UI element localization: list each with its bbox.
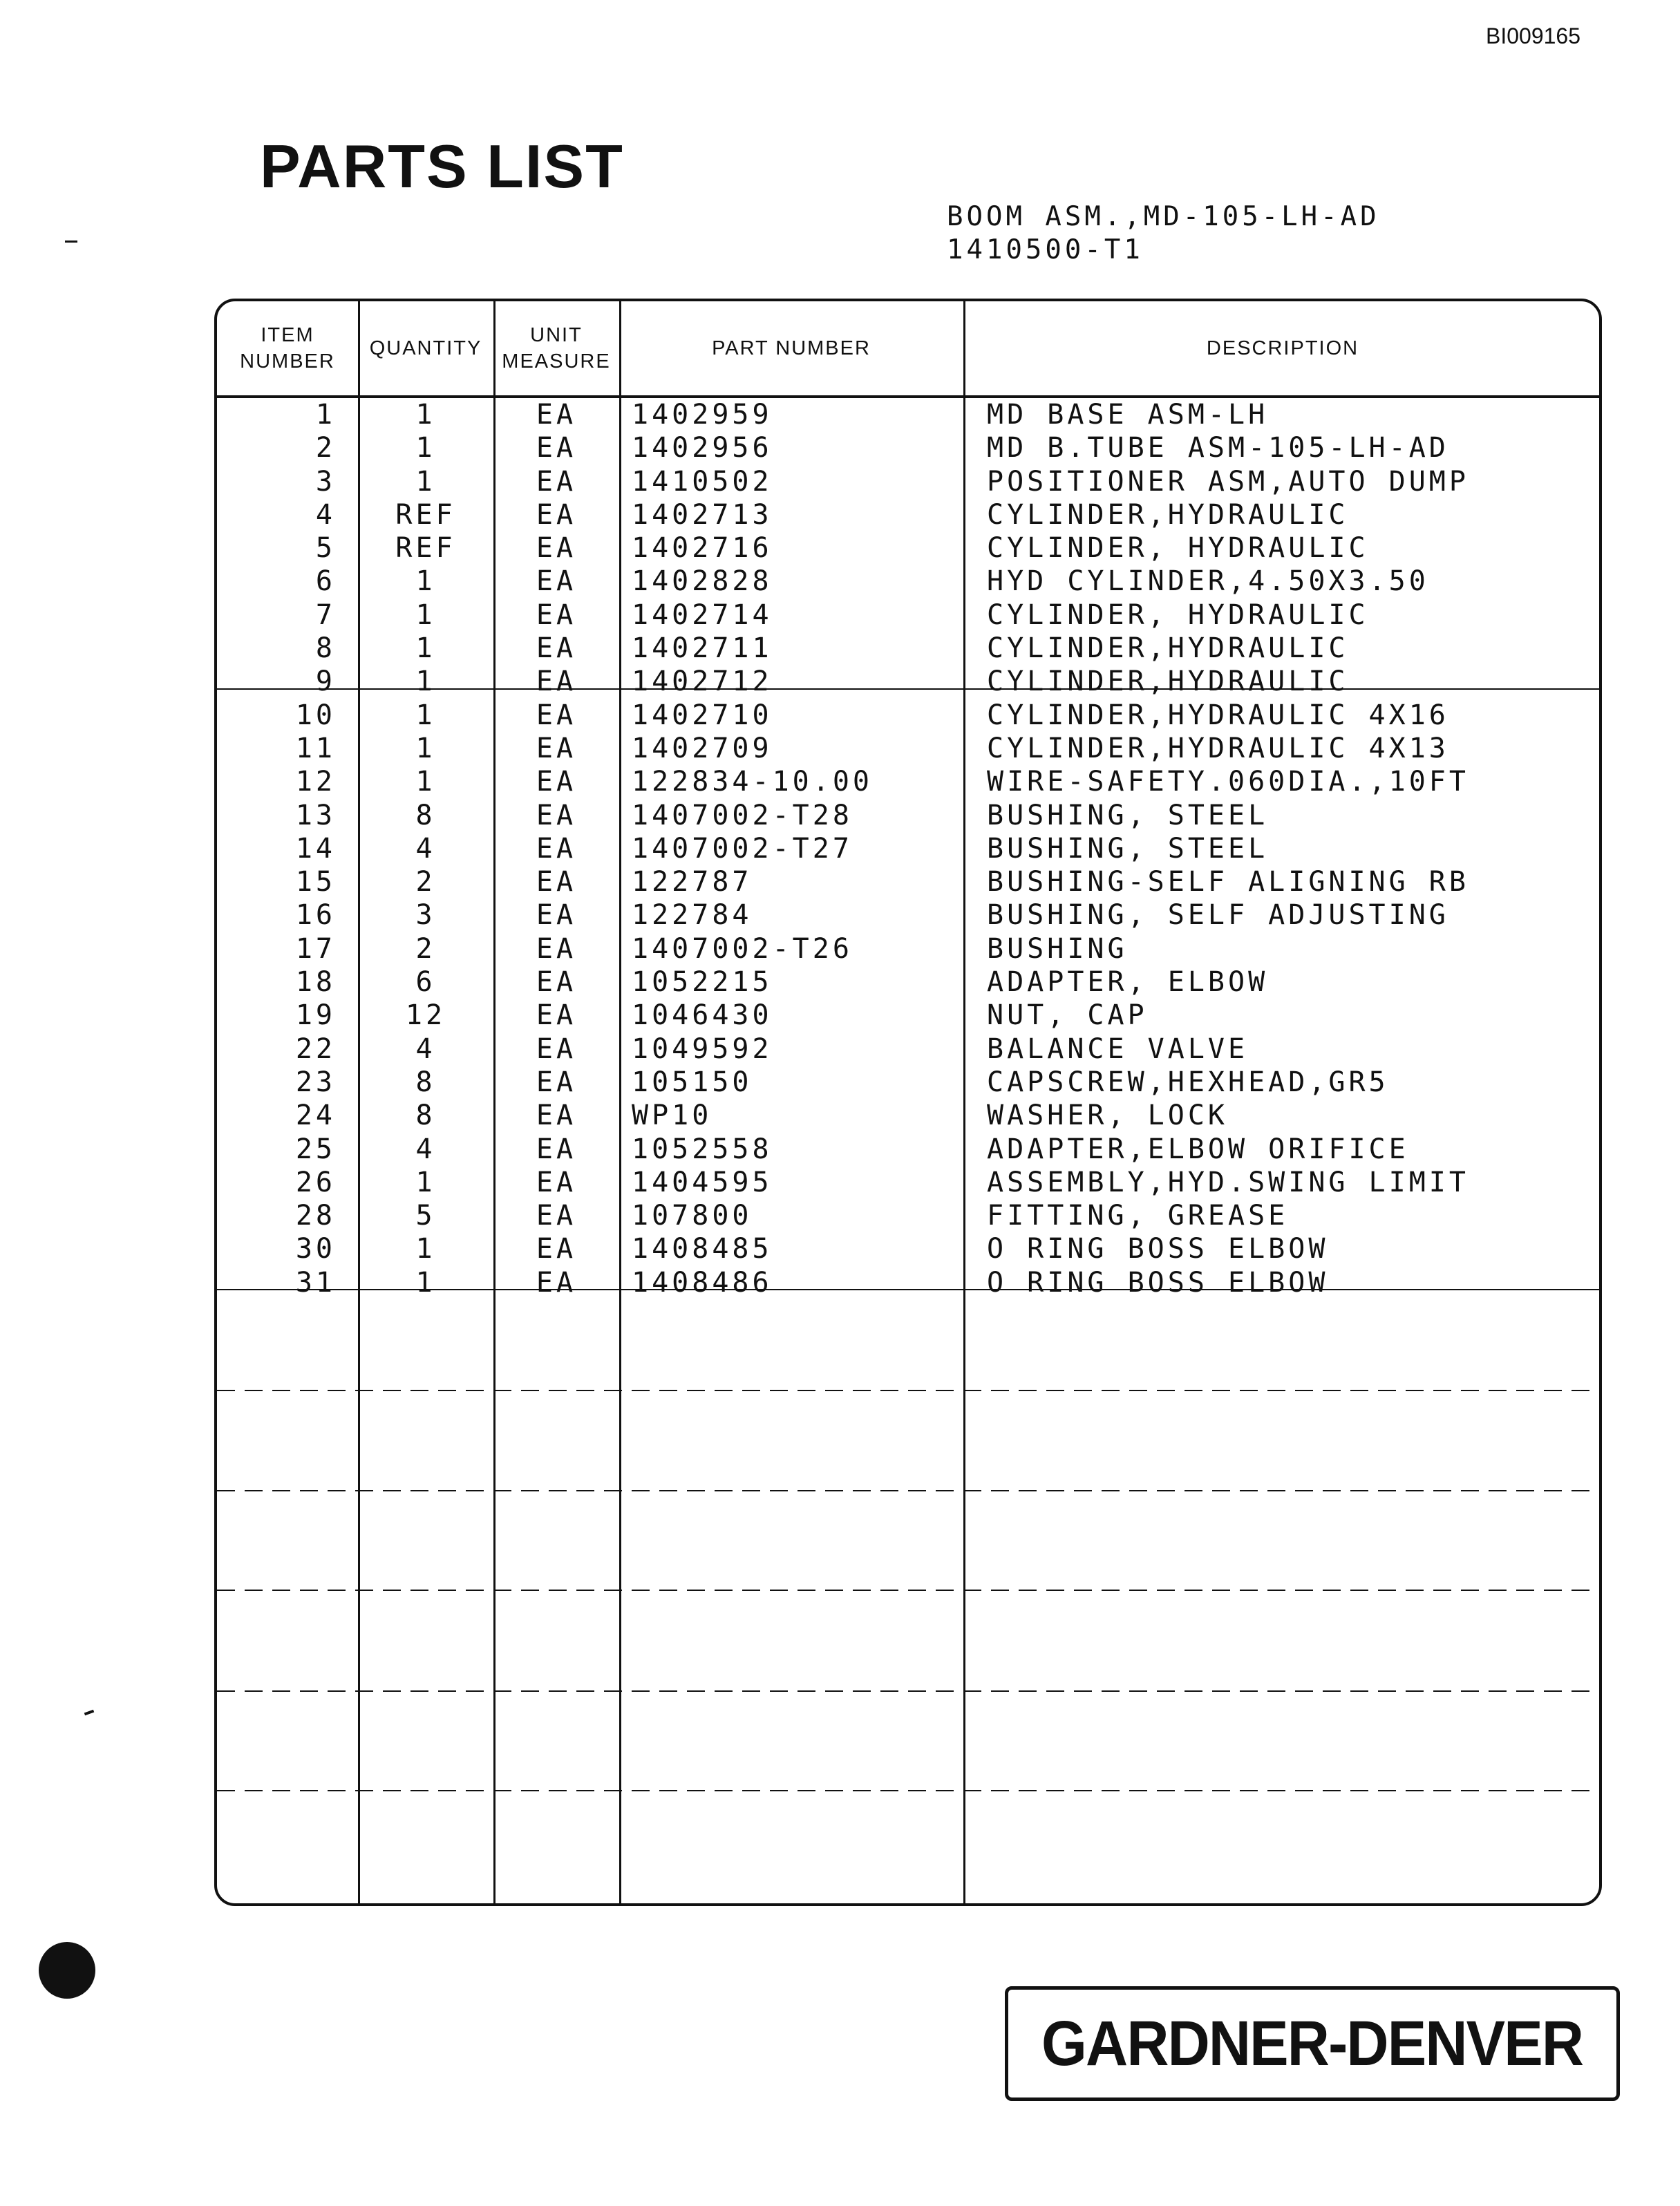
description-cell: CAPSCREW,HEXHEAD,GR5 [987,1066,1389,1098]
part-number-cell: 1052215 [632,966,773,999]
description-cell: ASSEMBLY,HYD.SWING LIMIT [987,1166,1469,1198]
description-cell: CYLINDER,HYDRAULIC [987,666,1349,698]
table-row [217,732,1602,765]
row-rule [217,1490,1602,1491]
unit-measure-cell: EA [536,666,577,698]
part-number-cell: 1407002-T27 [632,832,853,865]
header-part-number: PART NUMBER [712,337,871,359]
header-quantity: QUANTITY [369,337,482,359]
unit-measure-cell: EA [536,399,577,431]
description-cell: CYLINDER, HYDRAULIC [987,598,1369,631]
quantity-cell: 1 [415,699,436,731]
gardner-denver-logo [1005,1986,1620,2101]
description-cell: CYLINDER,HYDRAULIC [987,498,1349,531]
quantity-cell: 8 [415,1066,436,1098]
description-cell: CYLINDER,HYDRAULIC 4X13 [987,732,1449,764]
description-cell: BALANCE VALVE [987,1033,1249,1065]
description-cell: CYLINDER, HYDRAULIC [987,532,1369,565]
description-cell: NUT, CAP [987,999,1148,1032]
quantity-cell: 1 [415,565,436,598]
quantity-cell: 1 [415,1233,436,1265]
quantity-cell: 4 [415,1033,436,1065]
description-cell: ADAPTER, ELBOW [987,966,1269,999]
part-number-cell: 1402716 [632,532,773,565]
quantity-cell: 1 [415,1166,436,1198]
header-description: DESCRIPTION [1206,337,1359,359]
assembly-number: 1410500-T1 [947,234,1144,265]
item-number-cell: 8 [315,632,336,665]
unit-measure-cell: EA [536,1200,577,1232]
item-number-cell: 26 [295,1166,336,1198]
description-cell: WASHER, LOCK [987,1100,1228,1132]
description-cell: BUSHING-SELF ALIGNING RB [987,866,1469,898]
quantity-cell: 1 [415,399,436,431]
description-cell: CYLINDER,HYDRAULIC 4X16 [987,699,1449,731]
table-row [217,999,1602,1032]
item-number-cell: 24 [295,1100,336,1132]
item-number-cell: 28 [295,1200,336,1232]
unit-measure-cell: EA [536,932,577,965]
description-cell: MD B.TUBE ASM-105-LH-AD [987,432,1449,464]
part-number-cell: 1408486 [632,1266,773,1299]
unit-measure-cell: EA [536,999,577,1032]
quantity-cell: 1 [415,632,436,665]
assembly-name: BOOM ASM.,MD-105-LH-AD [947,201,1380,232]
quantity-cell: 12 [405,999,446,1032]
unit-measure-cell: EA [536,1266,577,1299]
item-number-cell: 7 [315,598,336,631]
quantity-cell: 3 [415,899,436,932]
unit-measure-cell: EA [536,832,577,865]
part-number-cell: 122787 [632,866,753,898]
page-title: PARTS LIST [260,132,624,200]
document-id: BI009165 [1485,23,1580,48]
part-number-cell: 1049592 [632,1033,773,1065]
part-number-cell: 1402828 [632,565,773,598]
item-number-cell: 13 [295,799,336,831]
part-number-cell: 1402710 [632,699,773,731]
table-row [217,1133,1602,1166]
quantity-cell: 4 [415,1133,436,1165]
unit-measure-cell: EA [536,699,577,731]
table-row [217,765,1602,798]
item-number-cell: 19 [295,999,336,1032]
table-row [217,1232,1602,1265]
unit-measure-cell: EA [536,799,577,831]
quantity-cell: 1 [415,465,436,498]
punch-hole-mark [39,1942,95,1999]
unit-measure-cell: EA [536,1033,577,1065]
description-cell: FITTING, GREASE [987,1200,1289,1232]
table-row [217,965,1602,999]
unit-measure-cell: EA [536,766,577,798]
item-number-cell: 15 [295,866,336,898]
unit-measure-cell: EA [536,1166,577,1198]
header-unit-measure: UNIT MEASURE [502,324,611,373]
table-row [217,1033,1602,1066]
table-row [217,1266,1602,1299]
unit-measure-cell: EA [536,532,577,565]
table-row [217,898,1602,932]
table-row [217,665,1602,698]
item-number-cell: 10 [295,699,336,731]
quantity-cell: 1 [415,766,436,798]
quantity-cell: 1 [415,432,436,464]
item-number-cell: 9 [315,666,336,698]
table-row [217,1199,1602,1232]
unit-measure-cell: EA [536,899,577,932]
unit-measure-cell: EA [536,465,577,498]
part-number-cell: 122784 [632,899,753,932]
unit-measure-cell: EA [536,966,577,999]
part-number-cell: 1402712 [632,666,773,698]
part-number-cell: 1402713 [632,498,773,531]
quantity-cell: 8 [415,799,436,831]
unit-measure-cell: EA [536,1233,577,1265]
table-row [217,431,1602,464]
quantity-cell: 1 [415,666,436,698]
quantity-cell: 1 [415,598,436,631]
quantity-cell: REF [395,532,456,565]
quantity-cell: REF [395,498,456,531]
part-number-cell: 105150 [632,1066,753,1098]
table-row [217,832,1602,865]
table-row [217,799,1602,832]
item-number-cell: 23 [295,1066,336,1098]
description-cell: BUSHING, SELF ADJUSTING [987,899,1449,932]
assembly-subtitle [947,200,1380,267]
unit-measure-cell: EA [536,866,577,898]
part-number-cell: 1046430 [632,999,773,1032]
table-row [217,699,1602,732]
description-cell: O RING BOSS ELBOW [987,1233,1329,1265]
unit-measure-cell: EA [536,1066,577,1098]
part-number-cell: 1402714 [632,598,773,631]
item-number-cell: 31 [295,1266,336,1299]
unit-measure-cell: EA [536,598,577,631]
part-number-cell: 1402959 [632,399,773,431]
description-cell: BUSHING, STEEL [987,799,1269,831]
unit-measure-cell: EA [536,1133,577,1165]
table-row [217,1166,1602,1199]
row-rule [217,1690,1602,1692]
item-number-cell: 14 [295,832,336,865]
description-cell: BUSHING [987,932,1128,965]
description-cell: CYLINDER,HYDRAULIC [987,632,1349,665]
table-row [217,565,1602,598]
item-number-cell: 2 [315,432,336,464]
part-number-cell: 1402709 [632,732,773,764]
table-row [217,865,1602,898]
item-number-cell: 25 [295,1133,336,1165]
quantity-cell: 1 [415,1266,436,1299]
part-number-cell: 107800 [632,1200,753,1232]
item-number-cell: 1 [315,399,336,431]
quantity-cell: 6 [415,966,436,999]
table-row [217,1099,1602,1132]
part-number-cell: 1410502 [632,465,773,498]
row-rule [217,1390,1602,1391]
quantity-cell: 4 [415,832,436,865]
description-cell: ADAPTER,ELBOW ORIFICE [987,1133,1409,1165]
part-number-cell: 1402956 [632,432,773,464]
unit-measure-cell: EA [536,432,577,464]
part-number-cell: 122834-10.00 [632,766,873,798]
row-rule [217,1590,1602,1591]
table-row [217,498,1602,531]
description-cell: O RING BOSS ELBOW [987,1266,1329,1299]
description-cell: BUSHING, STEEL [987,832,1269,865]
table-row [217,932,1602,965]
part-number-cell: 1404595 [632,1166,773,1198]
item-number-cell: 5 [315,532,336,565]
unit-measure-cell: EA [536,632,577,665]
item-number-cell: 6 [315,565,336,598]
quantity-cell: 2 [415,932,436,965]
unit-measure-cell: EA [536,498,577,531]
item-number-cell: 30 [295,1233,336,1265]
part-number-cell: 1052558 [632,1133,773,1165]
item-number-cell: 12 [295,766,336,798]
unit-measure-cell: EA [536,565,577,598]
quantity-cell: 5 [415,1200,436,1232]
part-number-cell: WP10 [632,1100,712,1132]
unit-measure-cell: EA [536,732,577,764]
table-row [217,598,1602,632]
description-cell: POSITIONER ASM,AUTO DUMP [987,465,1469,498]
unit-measure-cell: EA [536,1100,577,1132]
part-number-cell: 1407002-T26 [632,932,853,965]
table-row [217,398,1602,431]
quantity-cell: 2 [415,866,436,898]
table-body [217,398,1602,1299]
description-cell: HYD CYLINDER,4.50X3.50 [987,565,1429,598]
margin-mark [65,241,77,243]
parts-table [214,299,1602,1906]
logo-text: GARDNER-DENVER [1041,2008,1583,2079]
table-row [217,465,1602,498]
row-rule [217,1790,1602,1791]
table-row [217,632,1602,665]
quantity-cell: 8 [415,1100,436,1132]
part-number-cell: 1408485 [632,1233,773,1265]
item-number-cell: 22 [295,1033,336,1065]
part-number-cell: 1402711 [632,632,773,665]
item-number-cell: 18 [295,966,336,999]
item-number-cell: 11 [295,732,336,764]
scan-speck [84,1710,95,1716]
header-item-number: ITEM NUMBER [240,324,335,373]
description-cell: MD BASE ASM-LH [987,399,1269,431]
part-number-cell: 1407002-T28 [632,799,853,831]
table-row [217,1066,1602,1099]
table-row [217,531,1602,565]
item-number-cell: 3 [315,465,336,498]
item-number-cell: 17 [295,932,336,965]
description-cell: WIRE-SAFETY.060DIA.,10FT [987,766,1469,798]
item-number-cell: 16 [295,899,336,932]
quantity-cell: 1 [415,732,436,764]
item-number-cell: 4 [315,498,336,531]
